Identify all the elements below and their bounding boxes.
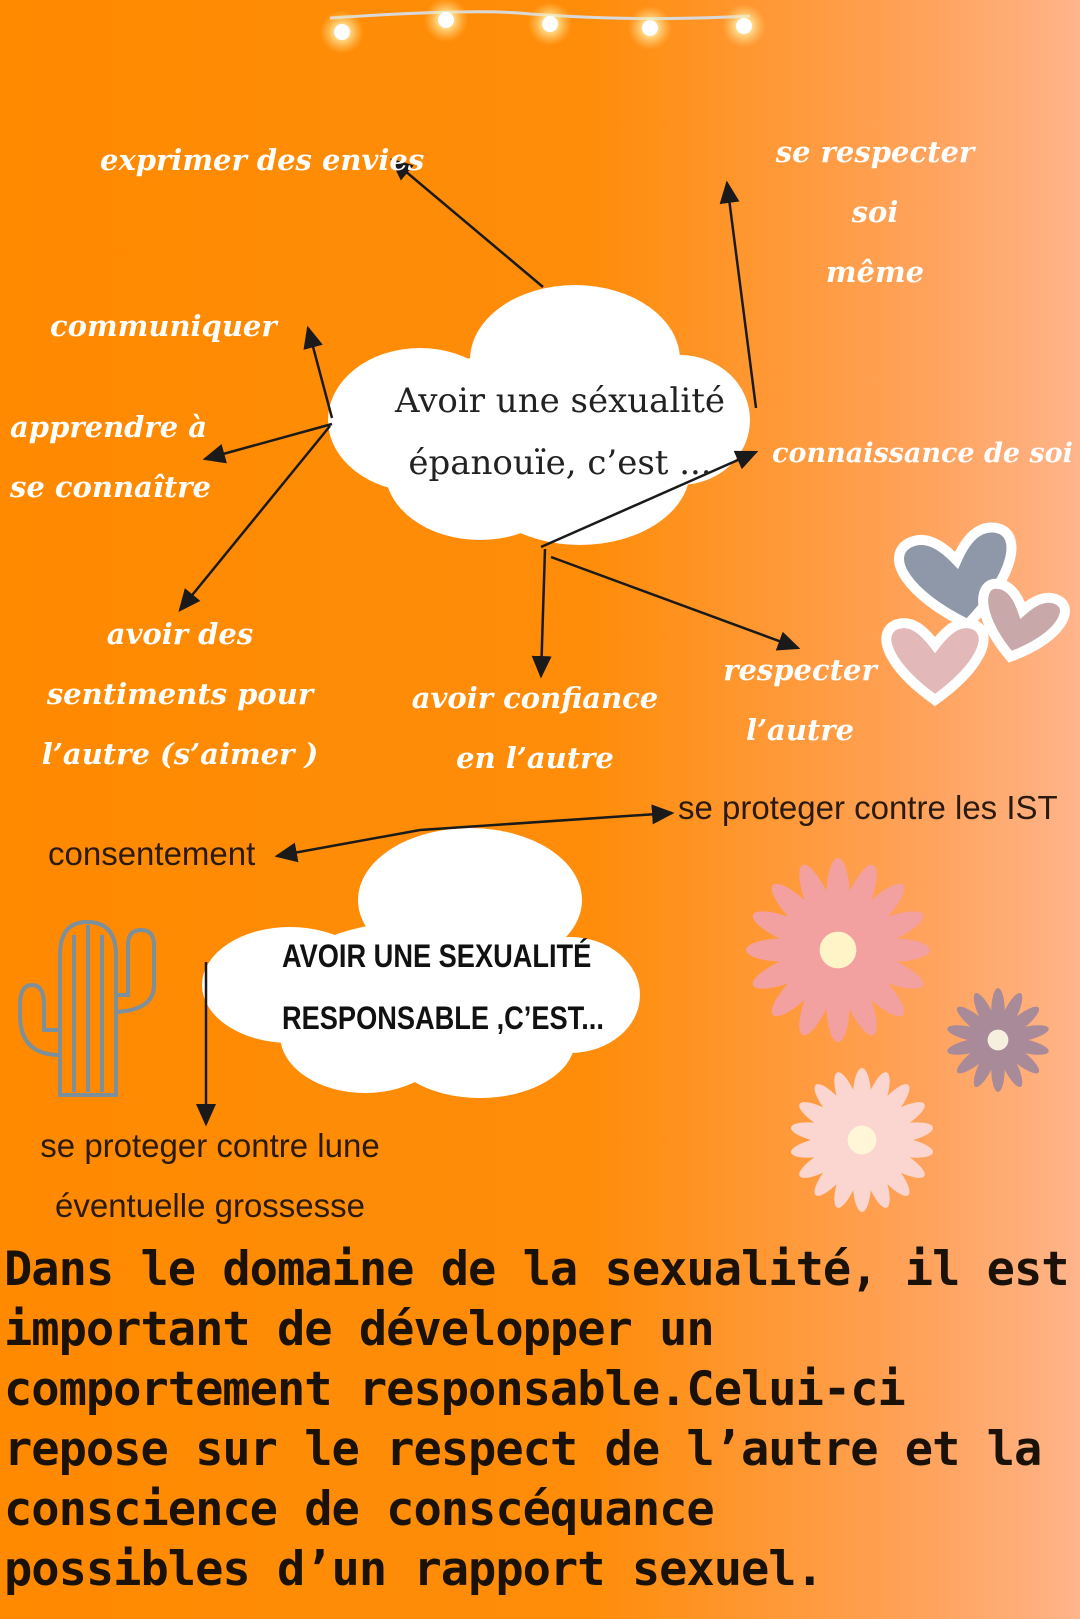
node-confiance: avoir confiance en l’autre [411, 681, 659, 775]
node-connaissance: connaissance de soi [772, 438, 1073, 469]
conclusion-paragraph: Dans le domaine de la sexualité, il est important de développer un comportement responsable.Celui-ci repose sur le respect de l’autre et la conscience de conscéquance possibles d’un rapport sexuel. [4, 1242, 1069, 1597]
arrow-to-respecter-autre [551, 557, 798, 648]
arrow-to-communiquer [308, 328, 332, 418]
cloud-epanouie-label: Avoir une séxualité épanouïe, c’est ... [395, 381, 725, 483]
cloud-responsable-label: AVOIR UNE SEXUALITÉ RESPONSABLE ,C’EST... [282, 938, 604, 1036]
node-sentiments: avoir des sentiments pour l’autre (s’aimer ) [41, 617, 319, 771]
cactus-decoration [20, 922, 154, 1095]
node-communiquer: communiquer [50, 309, 277, 343]
flower-2 [946, 988, 1050, 1092]
node-exprimer: exprimer des envies [100, 143, 425, 177]
hearts-decoration [886, 524, 1068, 700]
node-respecter-soi: se respecter soi même [775, 135, 975, 289]
arrow-to-confiance [541, 549, 545, 676]
flower-3 [789, 1068, 934, 1212]
flowers-decoration [746, 858, 1050, 1212]
string-lights-decoration [320, 0, 766, 54]
arrow-to-ist [420, 813, 672, 830]
node-ist: se proteger contre les IST [678, 789, 1058, 826]
flower-1 [746, 858, 930, 1042]
node-respecter-autre: respecter l’autre [723, 653, 877, 747]
arrow-to-apprendre [205, 424, 332, 459]
node-grossesse: se proteger contre lune éventuelle grossesse [40, 1127, 380, 1224]
node-consentement: consentement [48, 835, 256, 872]
node-apprendre: apprendre à se connaître [10, 410, 211, 504]
